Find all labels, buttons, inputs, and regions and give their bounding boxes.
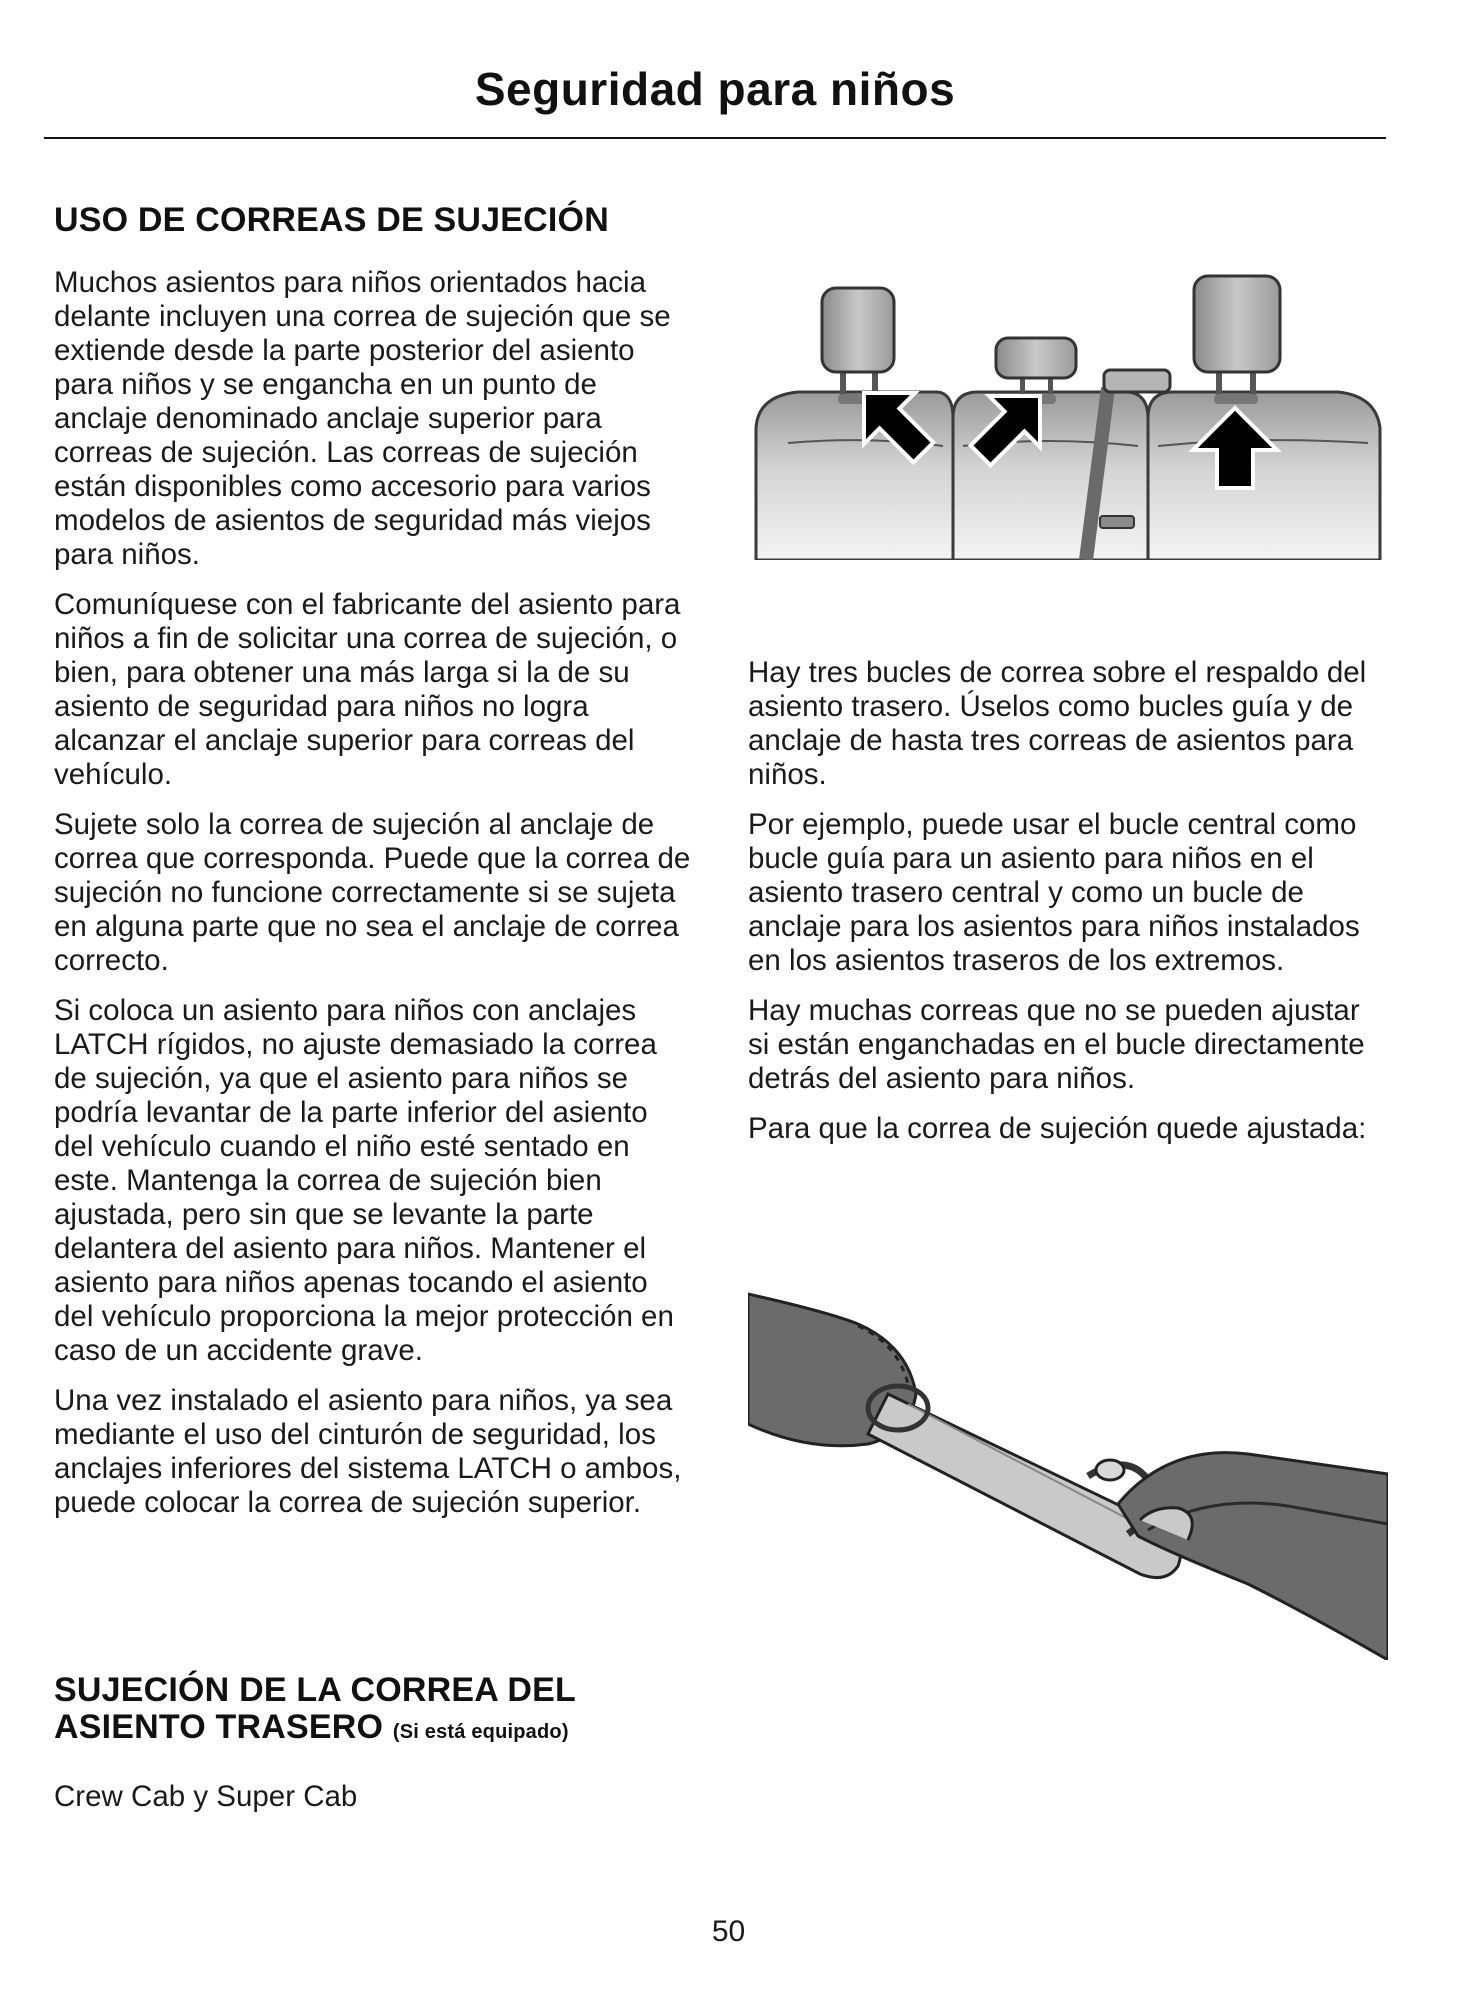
paragraph-2: Comuníquese con el fabricante del asiento para niños a fin de solicitar una correa de sujeción, o bien, para obtener una más larga si la de su asiento de seguridad para niños no logra alcanzar el anclaje superior para correas del vehículo. [54, 588, 681, 791]
left-column [54, 266, 694, 1536]
paragraph-5: Una vez instalado el asiento para niños, ya sea mediante el uso del cinturón de seguridad, los anclajes inferiores del sistema LATCH o ambos, puede colocar la correa de sujeción superior. [54, 1384, 682, 1519]
equipped-note: (Si está equipado) [392, 1721, 569, 1743]
cab-type-subtitle: Crew Cab y Super Cab [54, 1780, 358, 1813]
right-paragraph-2: Por ejemplo, puede usar el bucle central como bucle guía para un asiento para niños en el asiento trasero central y como un bucle de anclaje para los asientos para niños instalados en los asientos traseros de los extremos. [748, 808, 1360, 977]
header-divider [44, 137, 1386, 139]
paragraph-4: Si coloca un asiento para niños con anclajes LATCH rígidos, no ajuste demasiado la correa de sujeción, ya que el asiento para niños se podría levantar de la parte inferior del asiento del vehículo cuando el niño esté sentado en este. Mantenga la correa de sujeción bien ajustada, pero sin que se levante la parte delantera del asiento para niños. Mantener el asiento para niños apenas tocando el asiento del vehículo proporciona la mejor protección en caso de un accidente grave. [54, 994, 674, 1367]
page-number: 50 [711, 1915, 746, 1948]
section-title-tether-straps: USO DE CORREAS DE SUJECIÓN [54, 201, 609, 239]
right-column [748, 656, 1388, 1162]
section-title-line1: SUJECIÓN DE LA CORREA DEL [54, 1671, 576, 1709]
page-header-title: Seguridad para niños [474, 63, 956, 115]
rear-seat-illustration [748, 268, 1390, 560]
paragraph-1: Muchos asientos para niños orientados hacia delante incluyen una correa de sujeción que se extiende desde la parte posterior del asiento para niños y se engancha en un punto de anclaje denominado anclaje superior para correas de sujeción. Las correas de sujeción están disponibles como accesorio para varios modelos de asientos de seguridad más viejos para niños. [54, 266, 671, 571]
right-paragraph-1: Hay tres bucles de correa sobre el respaldo del asiento trasero. Úselos como bucles guía y de anclaje de hasta tres correas de asientos para niños. [748, 656, 1367, 791]
right-paragraph-4: Para que la correa de sujeción quede ajustada: [748, 1112, 1367, 1145]
right-paragraph-3: Hay muchas correas que no se pueden ajustar si están enganchadas en el bucle directamente detrás del asiento para niños. [748, 994, 1365, 1095]
paragraph-3: Sujete solo la correa de sujeción al anclaje de correa que corresponda. Puede que la correa de sujeción no funcione correctamente si se sujeta en alguna parte que no sea el anclaje de correa correcto. [54, 808, 691, 977]
section-title-line2: ASIENTO TRASERO [54, 1708, 384, 1746]
tether-strap-illustration [748, 1284, 1388, 1660]
section-title-rear-seat-tether [54, 1672, 576, 1751]
